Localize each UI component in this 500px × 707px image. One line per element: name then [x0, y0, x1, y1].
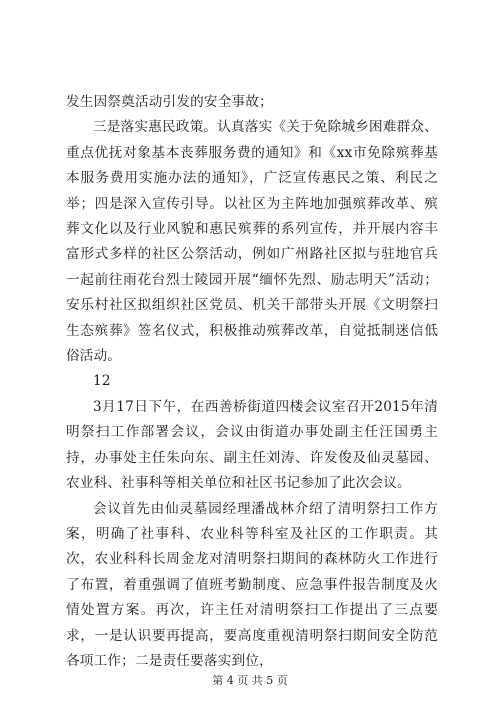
paragraph-1: 发生因祭奠活动引发的安全事故； [66, 94, 273, 110]
paragraph-5: 会议首先由仙灵墓园经理潘战林介绍了清明祭扫工作方案，明确了社事科、农业科等科室及社区的工作职责。其次，农业科科长周金龙对清明祭扫期间的森林防火工作进行了布置，着重强调了值班考勤制度、应急事件报告制度及火情处置方案。再次，许主任对清明祭扫工作提出了三点要求，一是认识要再提高，要高度重视清明祭扫期间安全防范各项工作；二是责任要落实到位， [66, 500, 438, 669]
paragraph-4: 3月17日下午，在西善桥街道四楼会议室召开2015年清明祭扫工作部署会议，会议由街道办事处副主任汪国勇主持，办事处主任朱向东、副主任刘涛、许发俊及仙灵墓园、农业科、社事科等相关单位和社区书记参加了此次会议。 [66, 398, 438, 492]
paragraph-2: 三是落实惠民政策。认真落实《关于免除城乡困难群众、重点优抚对象基本丧葬服务费的通知》和《xx市免除殡葬基本服务费用实施办法的通知》，广泛宣传惠民之策、利民之举；四是深入宣传引导。以社区为主阵地加强殡葬改革、殡葬文化以及行业风貌和惠民殡葬的系列宣传，并开展内容丰富形式多样的社区公祭活动，例如广州路社区拟与驻地官兵一起前往雨花台烈士陵园开展“缅怀先烈、励志明天”活动；安乐村社区拟组织社区党员、机关干部带头开展《文明祭扫生态殡葬》签名仪式，积极推动殡葬改革，自觉抵制迷信低俗活动。 [66, 119, 438, 365]
page-footer: 第 4 页 共 5 页 [212, 674, 288, 687]
paragraph-3: 12 [93, 373, 111, 390]
document-body [66, 90, 438, 674]
